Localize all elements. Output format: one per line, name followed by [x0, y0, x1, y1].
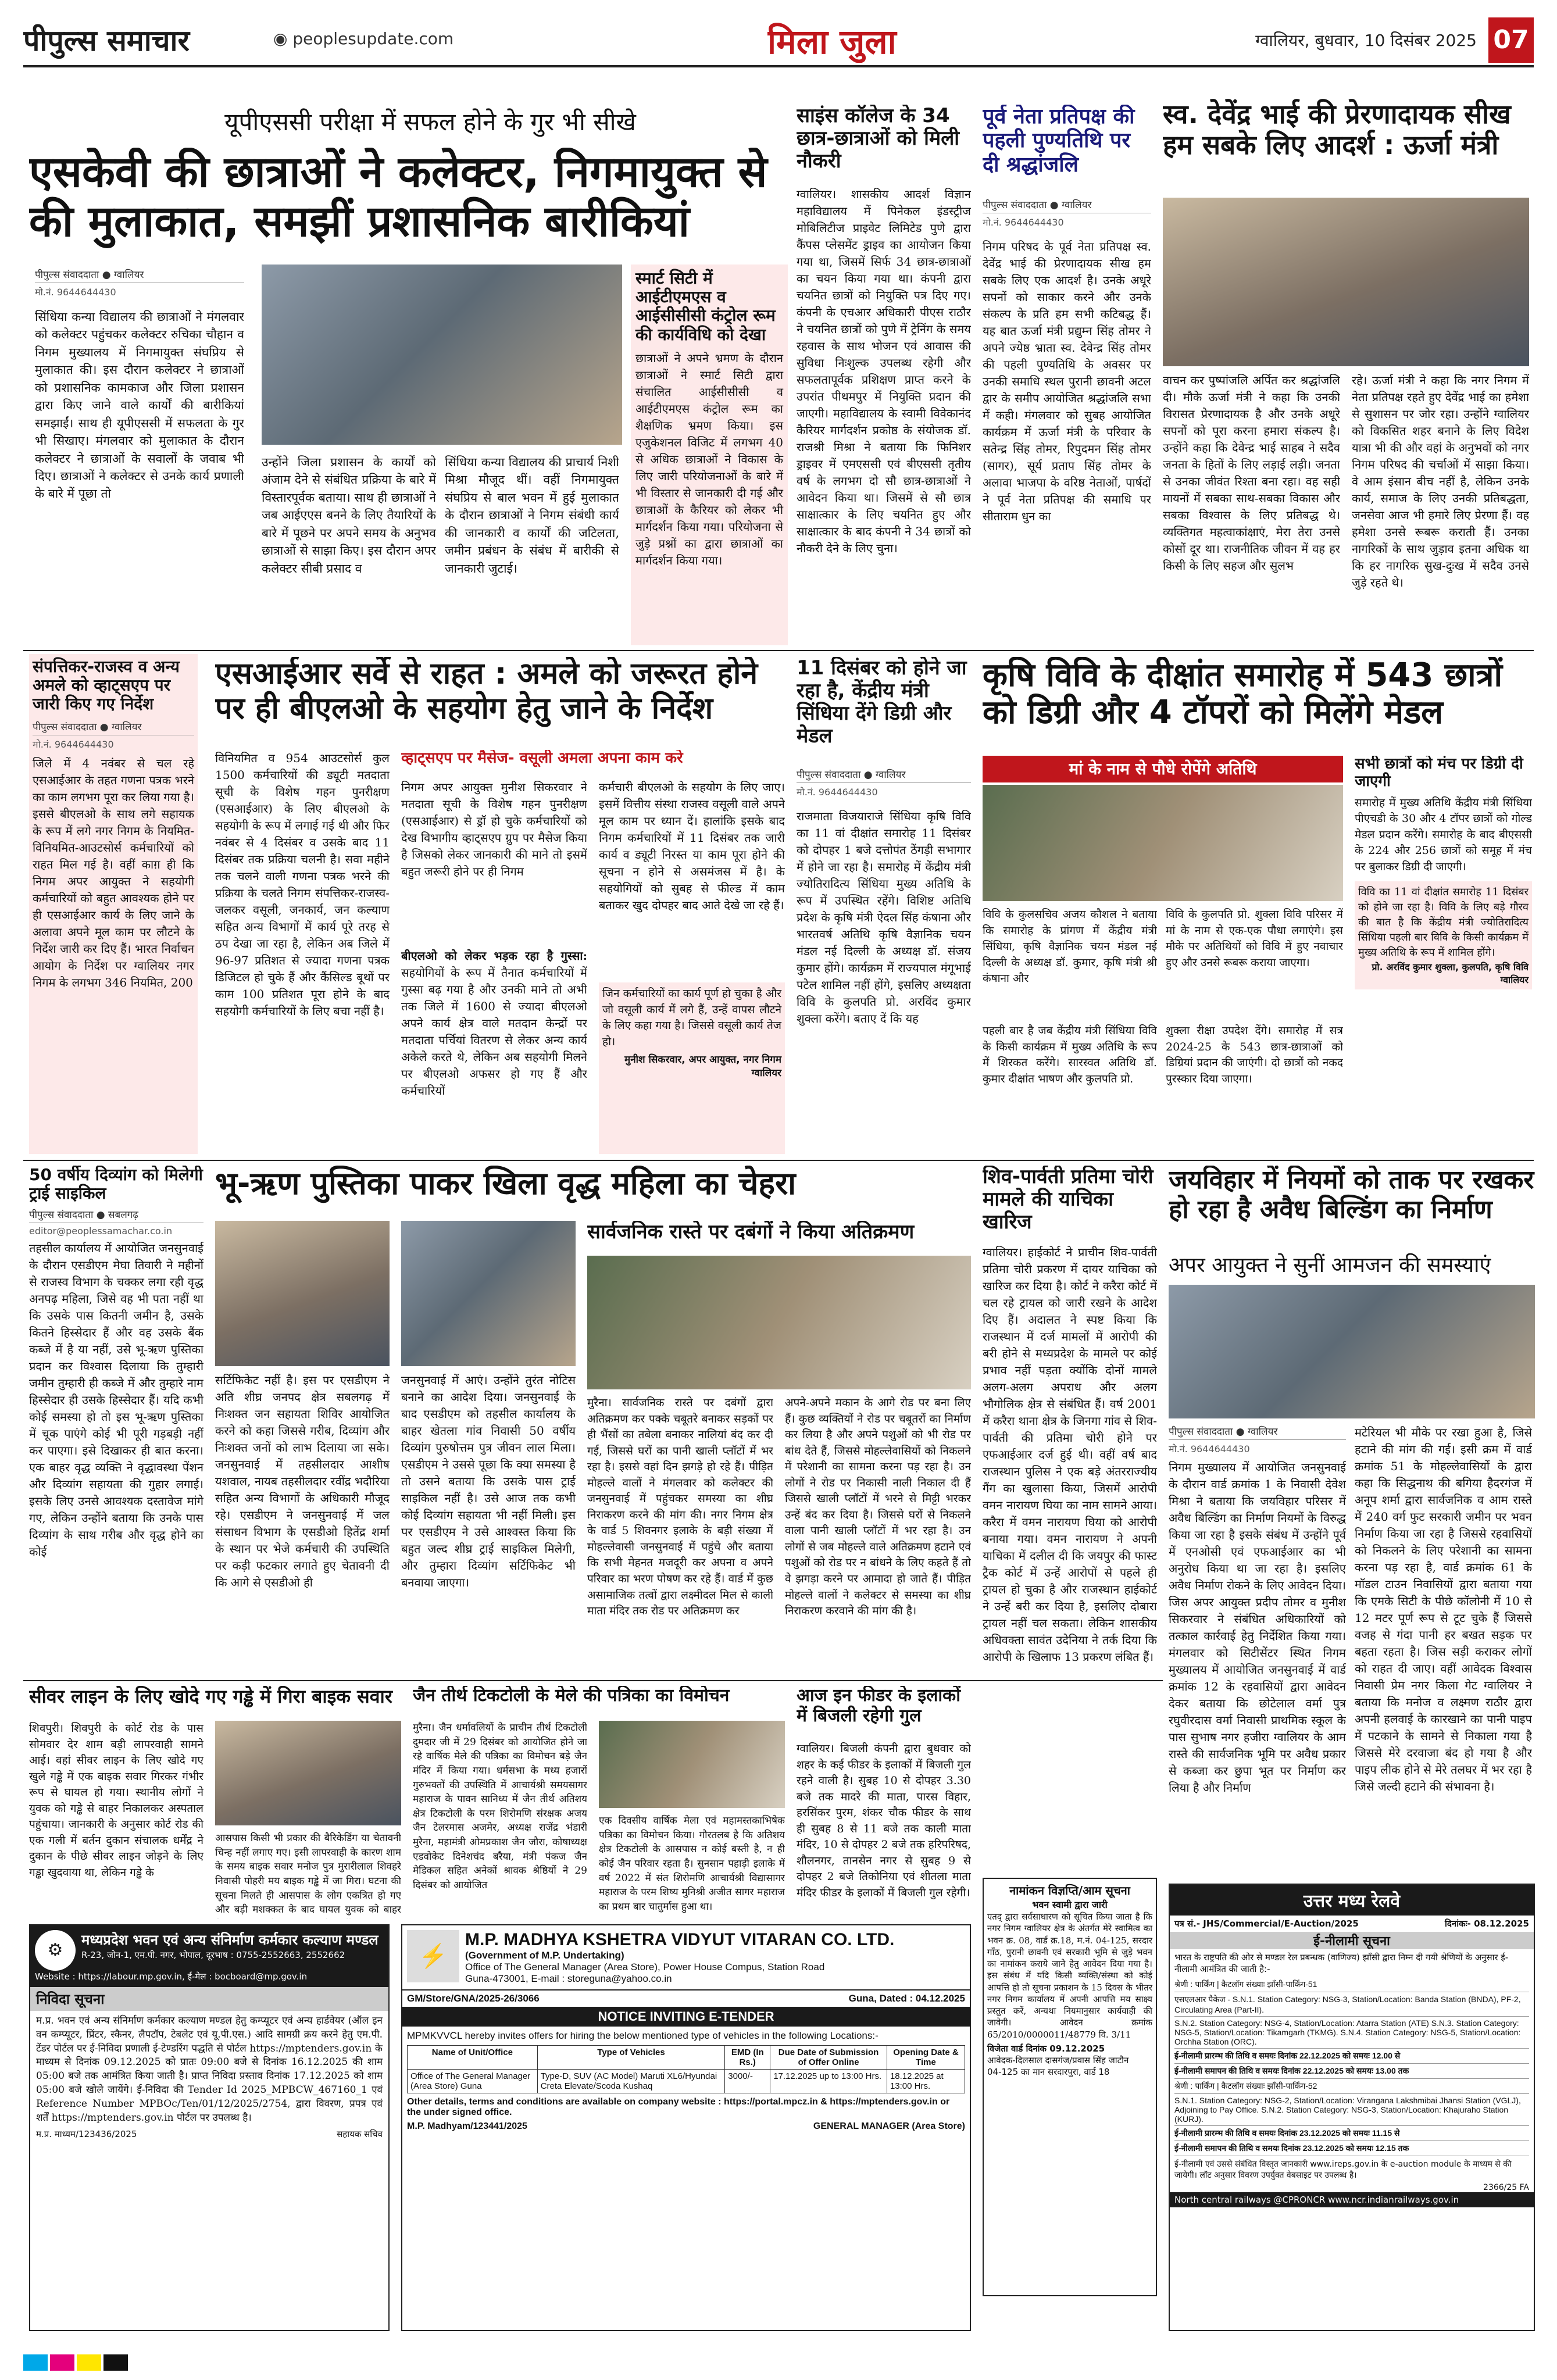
encroach-photo: [587, 1256, 971, 1389]
railway-row: ई-नीलामी प्रारम्भ की तिथि व समयः दिनांक 22.12.2025 को समयः 12.00 से: [1174, 2049, 1529, 2064]
tribute-text: निगम परिषद के पूर्व नेता प्रतिपक्ष स्व. देवेंद्र भाई की प्रेरणादायक सीख हम सबके लिए एक आदर्श है। उनके अधूरे सपनों को साकार करने और उनके संकल्प के प्रति हम सभी कटिबद्ध हैं। यह बात ऊर्जा मंत्री प्रद्युम्न सिंह तोमर ने अपने ज्येष्ठ भ्राता स्व. देवेन्द्र सिंह तोमर की पहली पुण्यतिथि के अवसर पर उनकी समाधि स्थल पुरानी छावनी अटल द्वार के समीप आयोजित श्रद्धांजलि सभा में कही। मंगलवार को सुबह आयोजित कार्यक्रम में ऊर्जा मंत्री के परिवार के सतेन्द्र सिंह तोमर, रिपुदमन सिंह तोमर (सागर), सूर्य प्रताप सिंह तोमर के अलावा भाजपा के वरिष्ठ नेताओं, पार्षदों ने पूर्व नेता प्रतिपक्ष की समाधि पर सीताराम धुन का: [983, 240, 1151, 523]
story1-byline: पीपुल्स संवाददाता ● ग्वालियर मो.नं. 9644644430: [35, 267, 244, 302]
railway-row: ई-नीलामी समापन की तिथि व समयः दिनांक 22.12.2025 को समयः 13.00 तक: [1174, 2064, 1529, 2079]
row1-rule: [23, 650, 1534, 651]
story1-col1: सिंधिया कन्या विद्यालय की छात्राओं ने मंगलवार को कलेक्टर पहुंचकर कलेक्टर रुचिका चौहान व निगम मुख्यालय में निगमायुक्त संघप्रिय से मुलाकात की। इस दौरान कलेक्टर ने छात्राओं को प्रशासनिक कामकाज और जिला प्रशासन द्वारा किए जाने वाले कार्यों की बारीकियां समझाईं। साथ ही यूपीएससी में सफलता के गुर भी सिखाए। मंगलवार को मुलाकात के दौरान कलेक्टर ने छात्राओं के सवालों के जवाब भी दिए। छात्राओं ने कलेक्टर से उनके कार्य प्रणाली के बारे में पूछा तो: [35, 310, 244, 501]
smartcity-box: [631, 265, 788, 645]
bhurin-photo2: [401, 1221, 576, 1366]
sewer-col1: शिवपुरी। शिवपुरी के कोर्ट रोड के पास सोमवार देर शाम बड़ी लापरवाही सामने आई। वहां सीवर लाइन के लिए खोदे गए खुले गड्ढे में एक बाइक सवार गिरकर गंभीर रूप से घायल हो गया। स्थानीय लोगों ने युवक को गड्ढे से बाहर निकालकर अस्पताल पहुंचाया। जानकारी के अनुसार कोर्ट रोड की एक गली में बर्तन दुकान संचालक धर्मेंद्र ने दुकान के पीछे सीवर लाइन जोड़ने के लिए गड्ढा खुदवाया था, लेकिन गड्ढे के: [29, 1722, 203, 1879]
table-header: Name of Unit/Office: [408, 2046, 538, 2070]
jain-col2: एक दिवसीय वार्षिक मेला एवं महामस्तकाभिषेक पत्रिका का विमोचन किया। गौरतलब है कि अतिशय क्षेत्र टिकटोली के आसपास न कोई बस्ती है, न ही कोई जैन परिवार रहता है। सुनसान पहाड़ी इलाके में वर्ष 2022 में संत शिरोमणि आचार्यश्री विद्यासागर महाराज के परम शिष्य मुनिश्री अजीत सागर महाराज का प्रथम बार चातुर्मास हुआ था।: [599, 1815, 785, 1913]
jain-col1: मुरैना। जैन धर्मावलियों के प्राचीन तीर्थ टिकटोली दुमदार जी में 29 दिसंबर को आयोजित होने जा रहे वार्षिक मेले की पत्रिका का विमोचन बड़े जैन मंदिर में किया गया। धर्मसभा के मध्य हजारों गुरुभक्तों की उपस्थिति में आचार्यश्री समयसागर महाराज के पावन सानिध्य में जैन तीर्थ अतिशय क्षेत्र टिकटोली के परम शिरोमणि संरक्षक अजय जैन टेलरमास अजमेर, अध्यक्ष राजेंद्र भंडारी मुरैना, महामंत्री ओमप्रकाश जैन जौरा, कोषाध्यक्ष एडवोकेट दिनेशचंद बरैया, मंत्री पंकज जैन मेडिकल सहित अनेकों श्रावक श्रेष्ठियों ने 29 दिसंबर को आयोजित: [413, 1722, 587, 1892]
building-photo: [1169, 1285, 1535, 1418]
sewer-col2: आसपास किसी भी प्रकार की बैरिकेडिंग या चेतावनी चिन्ह नहीं लगाए गए। इसी लापरवाही के कारण शाम के समय बाइक सवार मनोज पुत्र मुरारीलाल शिवहरे निवासी पोहरी मय बाइक गड्ढे में जा गिरा। घटना की सूचना मिलते ही आसपास के लोग एकत्रित हो गए और बड़ी मशक्कत के बाद घायल युवक को बाहर: [215, 1832, 401, 1916]
row2-rule: [23, 1160, 1534, 1161]
convocation-col3: पहली बार है जब केंद्रीय मंत्री सिंधिया विवि के किसी कार्यक्रम में मुख्य अतिथि के रूप में शिरकत करेंगे। सारस्वत अतिथि डॉ. कुमार दीक्षांत भाषण और कुलपति प्रो.: [983, 1024, 1157, 1085]
table-cell: 17.12.2025 up to 13:00 Hrs.: [770, 2070, 887, 2093]
ad-mpkvvcl: ⚡ M.P. MADHYA KSHETRA VIDYUT VITARAN CO. LTD. (Government of M.P. Undertaking) Office of The General Manager (Area Store), Power House Compus, Station Road Guna-473001, E-mail : storeguna@yahoo.co.in GM/Store/GNA/2025-26/3066 Guna, Dated : 04.12.2025 NOTICE INVITING E-TENDER MPMKVVCL hereby invites offers for hiring the below mentioned type of vehicles in the following Locations:- Name of Unit/Office Type of Vehicles EMD (In Rs.) Due Date of Submission of Offer Online Opening Date & Time Office of The General Manager (Area Store) Guna Type-D, SUV (AC Model) Maruti XL6/Hyundai Creta Elevate/Scoda Kushaq 3000/- 17.12.2025 up to 13:00 Hrs. 18.12.2025 at 13:00 Hrs. Other details, terms and conditions are available on company website : https://portal.mpcz.in & https://mptenders.gov.in or the under signed office. M.P. Madhyam/123441/2025 GENERAL MANAGER (Area Store): [401, 1924, 971, 2331]
ad-mpbocw: ⚙ मध्यप्रदेश भवन एवं अन्य संनिर्माण कर्मकार कल्याण मण्डल R-23, जोन-1, एम.पी. नगर, भोपाल, दूरभाष : 0755-2552663, 2552662 Website : https://labour.mp.gov.in, ई-मेल : bocboard@mp.gov.in निविदा सूचना म.प्र. भवन एवं अन्य संनिर्माण कर्मकार कल्याण मण्डल हेतु कम्प्यूटर एवं अन्य हार्डवेयर (ऑल इन वन कम्प्यूटर, प्रिंटर, स्कैनर, लैपटॉप, टेबलेट एवं यू.पी.एस.) आदि सामग्री क्रय करने हेतु एम.पी. टेंडर पोर्टल पर ई-निविदा प्रणाली ई-टेण्डरिंग पद्धति से पोर्टल https://mptenders.gov.in के माध्यम से दिनांक 09.12.2025 को प्रातः 09:00 बजे से दिनांक 16.12.2025 की शाम 05:00 बजे तक आमंत्रित किया जाती है। प्राप्त निविदा प्रस्ताव दिनांक 17.12.2025 को शाम 05:00 बजे खोले जायेंगे। ई-निविदा की Tender Id 2025_MPBCW_467160_1 एवं Reference Number MPBOc/Ten/01/12/2025/2754, द्वारा विवरण, प्रपत्र एवं शर्तें https://mptenders.gov.in पोर्टल पर उपलब्ध है। म.प्र. माध्यम/123436/2025 सहायक सचिव: [29, 1924, 390, 2331]
bhurin-headline: भू-ऋण पुस्तिका पाकर खिला वृद्ध महिला का चेहरा: [215, 1166, 797, 1202]
paper-name: पीपुल्स समाचार: [23, 24, 190, 58]
railway-row: ई-नीलामी समापन की तिथि व समयः दिनांक 23.12.2025 को समयः 12.15 तक: [1174, 2141, 1529, 2156]
convocation-photo: [983, 785, 1343, 901]
table-cell: 3000/-: [725, 2070, 770, 2093]
sanpatti-text: जिले में 4 नवंबर से चल रहे एसआईआर के तहत गणना पत्रक भरने का काम लगभग पूरा कर लिया गया है। इससे बीएलओ के साथ लगे सहायक के रूप में लगे नगर निगम के नियमित-विनियमित-आउटसोर्स कर्मचारियों को राहत मिल गई है। वहीं काग़ ही कि निगम अपर आयुक्त ने सहयोगी कर्मचारियों को बहुत आवश्यक होने पर ही एसआईआर कार्य के लिए जाने के अलावा अपने मूल काम पर लौटने के निर्देश जारी कर दिए हैं। भारत निर्वाचन आयोग के निर्देश पर ग्वालियर नगर निगम के लगभग 346 नियमित, 200: [33, 756, 194, 989]
page-number: 07: [1488, 17, 1534, 63]
story1-photo-classroom: [262, 265, 622, 445]
table-header: EMD (In Rs.): [725, 2046, 770, 2070]
convocation-side: सभी छात्रों को मंच पर डिग्री दी जाएगी समारोह में मुख्य अतिथि केंद्रीय मंत्री सिंधिया पीएचडी के 30 और 4 टॉपर छात्रों को गोल्ड मेडल प्रदान करेंगे। समारोह के बाद बीएससी के 224 और 256 छात्रों को समूह में मंच पर बुलाकर डिग्री दी जाएगी। विवि का 11 वां दीक्षांत समारोह 11 दिसंबर को होने जा रहा है। विवि के लिए बड़े गौरव की बात है कि केंद्रीय मंत्री ज्योतिरादित्य सिंधिया पहली बार विवि के किसी कार्यक्रम में मुख्य अतिथि के रूप में शामिल होंगे। प्रो. अरविंद कुमार शुक्ला, कुलपति, कृषि विवि ग्वालियर: [1355, 756, 1532, 1157]
story1-col2: उन्होंने जिला प्रशासन के कार्यों को अंजाम देने से संबंधित प्रक्रिया के बारे में विस्तारपूर्वक बताया। साथ ही छात्राओं ने जब आईएएस बनने के लिए तैयारियों के बारे में पूछने पर अपने समय के अनुभव छात्राओं से साझा किए। इस दौरान अपर कलेक्टर सीबी प्रसाद व: [262, 455, 436, 576]
table-row: [408, 2070, 965, 2093]
power-headline: आज इन फीडर के इलाकों में बिजली रहेगी गुल: [797, 1686, 960, 1726]
tricycle-block: 50 वर्षीय दिव्यांग को मिलेगी ट्राई साइकिल पीपुल्स संवाददाता ● सबलगढ़ editor@peoplessamachar.co.in तहसील कार्यालय में आयोजित जनसुनवाई के दौरान एसडीएम मेघा तिवारी ने महीनों से राजस्व विभाग के चक्कर लगा रही वृद्ध अनपढ़ महिला, जिसे वह भी पता नहीं था कि उसके पास कितनी जमीन है, उसके कितने हिस्सेदार हैं और वह उसके बैंक कब्जे में है या नहीं, उसे भू-ऋण पुस्तिका प्रदान कर विश्वास दिलाया कि तुम्हारी जमीन तुम्हारी ही कब्जे में और तुम्हारे नाम हिस्सेदार ही उसके हिस्सेदार हैं। यदि कभी कोई समस्या हो तो इस भू-ऋण पुस्तिका में चूक पाएंगे कोई भी पूरी गड़बड़ी नहीं कर पाएगा। इसे दिखाकर ही बात करना। एक बाहर वृद्ध व्यक्ति ने वृद्धावस्था पेंशन और दिव्यांग सहायता की गुहार लगाई। इसके लिए उनसे आवश्यक दस्तावेज मांगे गए, लेकिन उन्होंने बताया कि उनके पास दिव्यांग के साथ गरीब और वृद्ध होने का कोई: [29, 1166, 203, 1559]
convocation-col4: शुक्ला रीक्षा उपदेश देंगे। समारोह में सत्र 2024-25 के 543 छात्र-छात्राओं को डिग्रियां प्रदान की जाएंगी। दो छात्रों को नकद पुरस्कार दिया जाएगा।: [1166, 1024, 1343, 1085]
tribute-headline: पूर्व नेता प्रतिपक्ष की पहली पुण्यतिथि पर दी श्रद्धांजलि: [983, 105, 1135, 177]
tribute-byline: पीपुल्स संवाददाता ● ग्वालियर मो.नं. 9644644430: [983, 198, 1151, 233]
convocation-headline: कृषि विवि के दीक्षांत समारोह में 543 छात्रों को डिग्री और 4 टॉपरों को मिलेंगे मेडल: [983, 657, 1503, 732]
encroach-headline: सार्वजनिक रास्ते पर दबंगों ने किया अतिक्रमण: [587, 1221, 915, 1243]
website-link[interactable]: ◉ peoplesupdate.com: [273, 29, 454, 48]
railway-row: S.N.1. Station Category: NSG-2, Station/Location: Virangana Lakshmibai Jhansi Station (VGLJ), Adjoining to Pay Office. S.N.2. Station Category: NSG-3, Station/Location: Khajuraho Station (KURJ).: [1174, 2094, 1529, 2126]
masthead-rule: [23, 65, 1534, 67]
encroach-col2: अपने-अपने मकान के आगे रोड पर बना लिए हैं। कुछ व्यक्तियों ने रोड पर चबूतरों का निर्माण कर लिया है और अपने पशुओं को भी रोड पर बांध देते हैं, जिससे मोहल्लेवासियों को निकलने में परेशानी का सामना करना पड़ रहा है। उन लोगों ने रोड पर निकासी नाली निकाल दी हैं जिससे खाली प्लॉटों में भरने से मिट्टी भरकर उन्हें बंद कर दिया है। जिससे घरों से निकलने वाला पानी खाली प्लॉटों में भर रहा है। उन लोगों से जब मोहल्ले वाले अतिक्रमण हटाने एवं पशुओं को रोड पर न बांधने के लिए कहते हैं तो वे झगड़ा करने पर आमादा हो जाते हैं। पीड़ित मोहल्ले वालों ने कलेक्टर से समस्या का शीघ्र निराकरण करवाने की मांग की है।: [785, 1396, 971, 1618]
power-text: ग्वालियर। बिजली कंपनी द्वारा बुधवार को शहर के कई फीडर के इलाकों में बिजली गुल रहने वाली है। सुबह 10 से दोपहर 3.30 बजे तक मादरे की माता, पारस विहार, हरसिंकर पुरम, शंकर चौक फीडर के साथ ही सुबह 8 से 11 बजे तक काली माता मंदिर, 10 से दोपहर 2 बजे तक हरिपरिषद, शौलनगर, तानसेन नगर से सुबह 9 से दोपहर 2 बजे तिकोनिया एवं शीतला माता मंदिर फीडर के इलाकों में बिजली गुल रहेगी।: [797, 1742, 971, 1899]
minister-col1: वाचन कर पुष्पांजलि अर्पित कर श्रद्धांजलि दी। मौके ऊर्जा मंत्री ने कहा कि उनकी विरासत प्रेरणादायक है और उनके अधूरे सपनों को पूरा करना हमारा संकल्प है। उन्होंने कहा कि देवेन्द्र भाई साहब ने सदैव जनता के हितों के लिए लड़ाई लड़ी। जनता से उनका जीवंत रिश्ता बना रहा। वह सही मायनों में सबका साथ-सबका विकास और सबका विश्वास के लिए प्रतिबद्ध थे। व्यक्तिगत महत्वाकांक्षाएं, मेरा तेरा उनसे कोसों दूर था। राजनीतिक जीवन में वह हर किसी के लिए सहज और सुलभ: [1163, 373, 1340, 573]
science-headline: साइंस कॉलेज के 34 छात्र-छात्राओं को मिली नौकरी: [797, 105, 960, 173]
mpkvvcl-logo-icon: ⚡: [407, 1930, 459, 1982]
scindia-text: राजमाता विजयाराजे सिंधिया कृषि विवि का 11 वां दीक्षांत समारोह 11 दिसंबर को दोपहर 1 बजे दत्तोपंत ठेंगड़ी सभागार में होने जा रहा है। समारोह में केंद्रीय मंत्री ज्योतिरादित्य सिंधिया मुख्य अतिथि के रूप में उपस्थित रहेंगे। विशिष्ट अतिथि प्रदेश के कृषि मंत्री ऐदल सिंह कंषाना और भारतवर्ष अतिथि कृषि वैज्ञानिक चयन मंडल नई दिल्ली के अध्यक्ष डॉ. संजय कुमार होंगे। कार्यक्रम में राज्यपाल मंगूभाई पटेल शामिल नहीं होंगे, इसलिए अध्यक्षता विवि के कुलपति प्रो. अरविंद कुमार शुक्ला करेंगे। बताए दें कि यह: [797, 809, 971, 1025]
row3-rule: [23, 1680, 1163, 1681]
building-col1: निगम मुख्यालय में आयोजित जनसुनवाई के दौरान वार्ड क्रमांक 1 के निवासी देवेश मिश्रा ने बताया कि जयविहार परिसर में अवैध बिल्डिंग का निर्माण नियमों के विरुद्ध किया जा रहा है इसके संबंध में उन्होंने पूर्व में एनओसी एवं एफआईआर का भी अनुरोध किया था जा रहा है। इसलिए अवैध निर्माण रोकने के लिए आवेदन दिया। जिस अपर आयुक्त प्रदीप तोमर व मुनीश सिकरवार ने संबंधित अधिकारियों को तत्काल कार्रवाई हेतु निर्देशित किया गया। मंगलवार को सिटीसेंटर स्थित निगम मुख्यालय में आयोजित जनसुनवाई में वार्ड क्रमांक 12 के रहवासियों द्वारा आवेदन देकर बताया कि छोटेलाल वर्मा पुत्र रघुवीरदास वर्मा निवासी प्राथमिक स्कूल के पास सुभाष नगर हजीरा ग्वालियर के आम रास्ते की सार्वजनिक भूमि पर अवैध प्रकार से कब्जा कर छुपा भूत पर निर्माण कर लिया है और निर्माण: [1169, 1460, 1346, 1795]
shivparvati-text: ग्वालियर। हाईकोर्ट ने प्राचीन शिव-पार्वती प्रतिमा चोरी प्रकरण में दायर याचिका को खारिज कर दिया है। कोर्ट ने करैरा कोर्ट में चल रहे ट्रायल को जारी रखने के आदेश दिए हैं। अदालत ने स्पष्ट किया कि राजस्थान में दर्ज मामलों में आरोपी की बरी होने से मध्यप्रदेश के मामले पर कोई प्रभाव नहीं पड़ता क्योंकि दोनों मामले अलग-अलग अपराध और अलग भौगोलिक क्षेत्र से संबंधित हैं। वर्ष 2001 में करैरा थाना क्षेत्र के जिनगा गांव से शिव-पार्वती की प्रतिमा चोरी होने पर एफआईआर दर्ज हुई थी। वहीं वर्ष बाद राजस्थान पुलिस ने एक बड़े अंतरराज्यीय गैंग का खुलासा किया, जिसमें आरोपी वमन नारायण घिया का नाम सामने आया। करैरा में वमन नारायण घिया को आरोपी बनाया गया। वमन नारायण ने अपनी याचिका में दलील दी कि जयपुर की फास्ट ट्रैक कोर्ट में उन्हें आरोपों से पहले ही ट्रायल हो चुका है और राजस्थान हाईकोर्ट ने उन्हें बरी कर दिया है, इसलिए दोबारा ट्रायल नहीं चल सकता। लेकिन शासकीय अधिवक्ता सावंत उदेनिया ने तर्क दिया कि आरोपी के खिलाफ 13 प्रकरण लंबित हैं।: [983, 1245, 1157, 1664]
railway-row: श्रेणी : पार्किंग | कैटलॉग संख्याः झाँसी-पार्किंग-52: [1174, 2079, 1529, 2094]
jain-photo: [599, 1721, 785, 1808]
story1-headline: एसकेवी की छात्राओं ने कलेक्टर, निगमायुक्त से की मुलाकात, समझीं प्रशासनिक बारीकियां: [29, 148, 767, 247]
building-byline: पीपुल्स संवाददाता ● ग्वालियर मो.नं. 9644644430: [1169, 1424, 1346, 1456]
table-cell: Type-D, SUV (AC Model) Maruti XL6/Hyundai Creta Elevate/Scoda Kushaq: [537, 2070, 725, 2093]
sanpatti-headline: संपत्तिकर-राजस्व व अन्य अमले को व्हाट्सएप पर जारी किए गए निर्देश: [33, 657, 180, 714]
globe-icon: ◉: [273, 29, 293, 48]
section-title: मिला जुला: [767, 22, 897, 62]
railway-row: एसएलआर पैकेज - S.N.1. Station Category: NSG-3, Station/Location: Banda Station (BNDA), PF-2, Circulating Area (Part-II).: [1174, 1992, 1529, 2017]
science-text: ग्वालियर। शासकीय आदर्श विज्ञान महाविद्यालय में पिनेकल इंडस्ट्रीज मोबिलिटीज प्राइवेट लिमिटेड पुणे द्वारा कैंपस प्लेसमेंट ड्राइव का आयोजन किया गया था, जिसमें सिर्फ 34 छात्र-छात्राओं का चयन किया गया था। कंपनी द्वारा चयनित छात्रों को नियुक्ति पत्र दिए गए। कंपनी के एचआर अधिकारी पीएस राठौर ने चयनित छात्रों को पुणे में ट्रेनिंग के समय रहवास के साथ भोजन एवं आवास की सुविधा निःशुल्क उपलब्ध रहेगी और सफलतापूर्वक प्रशिक्षण प्राप्त करने के उपरांत पीथमपुर में नियुक्ति प्रदान की जाएगी। महाविद्यालय के स्वामी विवेकानंद कैरियर मार्गदर्शन प्रकोष्ठ के संयोजक डॉ. राजश्री मिश्रा ने बताया कि फिनिशर ड्राइवर में एमएससी एवं बीएससी तृतीय वर्ष के लगभग दो सौ छात्र-छात्राओं ने आवेदन किया था। जिसमें से सौ छात्र साक्षात्कार के लिए चयनित हुए और साक्षात्कार के बाद कंपनी ने 34 छात्रों को नौकरी देने के लिए चुना।: [797, 187, 971, 555]
legal-notice: नामांकन विज्ञप्ति/आम सूचना भवन स्वामी द्वारा जारी एतद् द्वारा सर्वसाधारण को सूचित किया जाता है कि नगर निगम ग्वालियर क्षेत्र के अंतर्गत मेरे स्वामित्व का भवन क्र. 08, वार्ड क्र.18, म.नं. 04-125, सरदार गाँठ, पुरानी छावनी एवं सरकारी भूमि से जुड़े भवन का नामांकन कराये जाने हेतु आवेदन दिया गया है। इस संबंध में यदि किसी व्यक्ति/संस्था को कोई आपत्ति हो तो सूचना प्रकाशन के 15 दिवस के भीतर नगर निगम कार्यालय में अपनी आपत्ति मय साक्ष्य प्रस्तुत करें, अन्यथा नियमानुसार कार्यवाही की जावेगी। आवेदन क्रमांक 65/2010/0000011/48779 वि. 3/11 विजेता वार्ड दिनांक 09.12.2025 आवेदक-दिलसाल दासगंज/प्रवास सिंह जाटौन 04-125 का मान सरदारपुरा, वार्ड 18: [983, 1878, 1157, 2296]
table-header: Due Date of Submission of Offer Online: [770, 2046, 887, 2070]
color-registration-bar: [23, 2354, 256, 2372]
smartcity-headline: स्मार्ट सिटी में आईटीएमएस व आईसीसीसी कंट्रोल रूम की कार्यविधि को देखा: [635, 269, 776, 344]
table-header: Type of Vehicles: [537, 2046, 725, 2070]
scindia-byline: पीपुल्स संवाददाता ● ग्वालियर मो.नं. 9644644430: [797, 767, 971, 802]
sir-col3: कर्मचारी बीएलओ के सहयोग के लिए जाए। इसमें वित्तीय संस्था राजस्व वसूली वाले अपने मूल काम पर ध्यान दें। हालांकि इसके बाद निगम कर्मचारियों में 11 दिसंबर तक जारी कार्य व ड्यूटी निरस्त या काम पूरा होने की सूचना न होने से असमंजस में है। के सहयोगियों को सुबह से फील्ड में काम बताकर खुद दोपहर बाद आते देखे जा रहे हैं।: [599, 780, 785, 912]
mpbocw-logo-icon: ⚙: [35, 1930, 76, 1971]
bhurin-col2: जनसुनवाई में आएं। उन्होंने तुरंत नोटिस बनाने का आदेश दिया। जनसुनवाई के बाद एसडीएम को तहसील कार्यालय के बाहर खेतला गांव निवासी 50 वर्षीय दिव्यांग पुरुषोत्तम पुत्र जीवन लाल मिला। एसडीएम ने उससे पूछा कि क्या समस्या है तो उसने बताया कि उसके पास ट्राई साइकिल नहीं है। उसे आज तक कभी कोई दिव्यांग सहायता भी नहीं मिली। इस पर एसडीएम ने उसे आश्वस्त किया कि बहुत जल्द शीघ्र ट्राई साइकिल मिलेगी, और तुम्हारा दिव्यांग सर्टिफिकेट भी बनवाया जाएगा।: [401, 1373, 576, 1589]
sir-col1: विनियमित व 954 आउटसोर्स कुल 1500 कर्मचारियों की ड्यूटी मतदाता सूची के विशेष गहन पुनरीक्षण (एसआईआर) के लिए बीएलओ के सहयोगी के रूप में लगाई गई थी और फिर नवंबर से 4 दिसंबर व उसके बाद 11 दिसंबर तक प्रक्रिया चलनी है। सवा महीने तक चलने वाली गणना पत्रक भरने की प्रक्रिया के चलते निगम संपत्तिकर-राजस्व-जलकर वसूली, जनकार्य, जन कल्याण सहित अन्य विभागों में कार्य पूरे तरह से ठप देखा जा रहा है, लेकिन अब जिले में 96-97 प्रतिशत से ज्यादा गणना पत्रक डिजिटल हो चुके हैं और कैंसिल्ड बूथों पर काम 100 प्रतिशत पूरा होने के बाद सहयोगी कर्मचारियों के लिए बचा नहीं है।: [215, 751, 390, 1018]
building-headline: जयविहार में नियमों को ताक पर रखकर हो रहा है अवैध बिल्डिंग का निर्माण: [1169, 1166, 1534, 1224]
story1-col3: सिंधिया कन्या विद्यालय की प्राचार्य निशी मिश्रा मौजूद थीं। वहीं निगमायुक्त संघप्रिय से बाल भवन में हुई मुलाकात के दौरान छात्राओं ने निगम संबंधी कार्य की जानकारी व कार्यों की जटिलता, जमीन प्रबंधन के संबंध में बारीकी से जानकारी जुटाई।: [445, 455, 619, 576]
sir-headline: एसआईआर सर्वे से राहत : अमले को जरूरत होने पर ही बीएलओ के सहयोग हेतु जाने के निर्देश: [215, 657, 758, 726]
mpkvvcl-table: [407, 2045, 965, 2093]
building-col2: मटेरियल भी मौके पर रखा हुआ है, जिसे हटाने की मांग की गई। इसी क्रम में वार्ड क्रमांक 51 के मोहल्लेवासियों के द्वारा कहा कि सिद्धनाथ की बगिया हैदरगंज में अनूप शर्मा द्वारा सार्वजनिक व आम रास्ते में 240 वर्ग फुट सरकारी जमीन पर भवन निर्माण किया जा रहा है जिससे रहवासियों को निकलने के लिए परेशानी का सामना करना पड़ रहा है, वार्ड क्रमांक 61 के मॉडल टाउन निवासियों द्वारा बताया गया कि एमके सिटी के पीछे कॉलोनी में 10 से 12 मटर पूर्ण रूप से टूट चुके हैं जिससे वजह से गंदा पानी हर बखत सड़क पर बहता रहता है। जिस सड़ी कराकर लोगों को राहत दी जाए। वहीं आवेदक विश्वास निवासी प्रेम नगर किला गेट ग्वालियर ने बताया कि मनोज व लक्ष्मण राठौर द्वारा अपनी हलवाई के कारखाने का पानी पाइप में पटकाने के सामने से निकाला गया है जिससे मेरे दरवाजा बंद हो गया है और पाइप लीक होने से मेरे तलघर में भर रहा है जिसे जल्दी हटाने की संभावना है।: [1355, 1425, 1532, 1793]
shivparvati-headline: शिव-पार्वती प्रतिमा चोरी मामले की याचिका खारिज: [983, 1166, 1154, 1234]
minister-photo: [1163, 198, 1529, 366]
masthead: [23, 17, 1534, 63]
sir-subhead: व्हाट्सएप पर मैसेज- वसूली अमला अपना काम करे: [401, 750, 683, 767]
sir-col2: निगम अपर आयुक्त मुनीश सिकरवार ने मतदाता सूची के विशेष गहन पुनरीक्षण (एसआईआर) से ड्रॉ हो चुके कर्मचारियों को देख विभागीय व्हाट्सएप ग्रुप पर मैसेज किया है जिसको लेकर जानकारी की माने तो इसमें बहुत जरूरी होने पर ही निगम: [401, 780, 587, 878]
sir-quote-box: जिन कर्मचारियों का कार्य पूर्ण हो चुका है और जो वसूली कार्य में लगे हैं, उन्हें वापस लौटने के लिए कहा गया है। जिससे वसूली कार्य तेज हो। मुनीश सिकरवार, अपर आयुक्त, नगर निगम ग्वालियर: [599, 982, 785, 1154]
minister-col2: रहे। ऊर्जा मंत्री ने कहा कि नगर निगम में नेता प्रतिपक्ष रहते हुए देवेंद्र भाई का हमेशा से सुशासन पर जोर रहा। उन्होंने ग्वालियर को विकसित शहर बनाने के लिए विदेश यात्रा भी की और वहां के अनुभवों को नगर निगम परिषद की चर्चाओं में साझा किया। वे आम इंसान बीच नहीं है, लेकिन उनके कार्य, समाज के लिए उनकी प्रतिबद्धता, जनसेवा आज भी हमारे लिए प्रेरणा हैं। वह हमेशा उनसे रूबरू कराती हैं। उनका नागरिकों के साथ जुड़ाव इतना अधिक था कि हर नागरिक सुख-दुःख में सदैव उनसे जुड़े रहते थे।: [1352, 373, 1529, 589]
ad-railway: उत्तर मध्य रेलवे पत्र सं.- JHS/Commercial/E-Auction/2025 दिनांकः- 08.12.2025 ई-नीलामी सूचना भारत के राष्ट्रपति की ओर से मण्डल रेल प्रबन्धक (वाणिज्य) झाँसी द्वारा निम्न दी गयी श्रेणियों के अनुसार ई-नीलामी आमंत्रित की जाती है:- श्रेणी : पार्किंग | कैटलॉग संख्याः झाँसी-पार्किंग-51 एसएलआर पैकेज - S.N.1. Station Category: NSG-3, Station/Location: Banda Station (BNDA), PF-2, Circulating Area (Part-II). S.N.2. Station Category: NSG-4, Station/Location: Atarra Station (ATE) S.N.3. Station Category: NSG-5, Station/Location: Tikamgarh (TKMG). S.N.4. Station Category: NSG-5, Station/Location: Orchha Station (ORC). ई-नीलामी प्रारम्भ की तिथि व समयः दिनांक 22.12.2025 को समयः 12.00 से ई-नीलामी समापन की तिथि व समयः दिनांक 22.12.2025 को समयः 13.00 तक श्रेणी : पार्किंग | कैटलॉग संख्याः झाँसी-पार्किंग-52 S.N.1. Station Category: NSG-2, Station/Location: Virangana Lakshmibai Jhansi Station (VGLJ), Adjoining to Pay Office. S.N.2. Station Category: NSG-3, Station/Location: Khajuraho Station (KURJ). ई-नीलामी प्रारम्भ की तिथि व समयः दिनांक 23.12.2025 को समयः 11.15 से ई-नीलामी समापन की तिथि व समयः दिनांक 23.12.2025 को समयः 12.15 तक ई-नीलामी एवं उससे संबंधित विस्तृत जानकारी www.ireps.gov.in के e-auction module के माध्यम से की जायेगी। लॉट अनुसार विवरण उपर्युक्त वेबसाइट पर उपलब्ध है। 2366/25 FA North central railways @CPRONCR www.ncr.indianrailways.gov.in: [1169, 1884, 1535, 2331]
railway-row: श्रेणी : पार्किंग | कैटलॉग संख्याः झाँसी-पार्किंग-51: [1174, 1977, 1529, 1992]
sewer-headline: सीवर लाइन के लिए खोदे गए गड्ढे में गिरा बाइक सवार: [29, 1686, 392, 1707]
scindia-headline: 11 दिसंबर को होने जा रहा है, केंद्रीय मंत्री सिंधिया देंगे डिग्री और मेडल: [797, 657, 967, 748]
table-header: Opening Date & Time: [887, 2046, 965, 2070]
sewer-photo: [215, 1721, 401, 1825]
railway-row: ई-नीलामी प्रारम्भ की तिथि व समयः दिनांक 23.12.2025 को समयः 11.15 से: [1174, 2126, 1529, 2141]
convocation-col2: विवि के कुलपति प्रो. शुक्ला विवि परिसर में मां के नाम से एक-एक पौधा लगाएंगे। इस मौके पर अतिथियों को विवि में हुए नवाचार हुए और उनसे रूबरू कराया जाएगा।: [1166, 908, 1343, 969]
railway-row: S.N.2. Station Category: NSG-4, Station/Location: Atarra Station (ATE) S.N.3. Station Category: NSG-5, Station/Location: Tikamgarh (TKMG). S.N.4. Station Category: NSG-5, Station/Location: Orchha Station (ORC).: [1174, 2017, 1529, 2049]
table-cell: Office of The General Manager (Area Store) Guna: [408, 2070, 538, 2093]
dateline: ग्वालियर, बुधवार, 10 दिसंबर 2025: [1255, 31, 1477, 50]
story1-kicker: यूपीएससी परीक्षा में सफल होने के गुर भी सीखे: [224, 108, 636, 136]
sanpatti-box: संपत्तिकर-राजस्व व अन्य अमले को व्हाट्सएप पर जारी किए गए निर्देश पीपुल्स संवाददाता ● ग्वालियर मो.नं. 9644644430 जिले में 4 नवंबर से चल रहे एसआईआर के तहत गणना पत्रक भरने का काम लगभग पूरा कर लिया गया है। इससे बीएलओ के साथ लगे सहायक के रूप में लगे नगर निगम के नियमित-विनियमित-आउटसोर्स कर्मचारियों को राहत मिल गई है। वहीं काग़ ही कि निगम अपर आयुक्त ने सहयोगी कर्मचारियों को बहुत आवश्यक होने पर ही एसआईआर कार्य के लिए जाने के अलावा अपने मूल काम पर लौटने के निर्देश जारी कर दिए हैं। भारत निर्वाचन आयोग के निर्देश पर ग्वालियर नगर निगम के लगभग 346 नियमित, 200: [29, 654, 198, 1154]
minister-headline: स्व. देवेंद्र भाई की प्रेरणादायक सीख हम सबके लिए आदर्श : ऊर्जा मंत्री: [1163, 99, 1511, 160]
encroach-col1: मुरैना। सार्वजनिक रास्ते पर दबंगों द्वारा अतिक्रमण कर पक्के चबूतरे बनाकर सड़कों पर ही भैंसों का तबेला बनाकर नालियां बंद कर दी गई, जिससे घरों का पानी खाली प्लॉटों में भर रहा है। इससे वहां दिन झगड़े हो रहे हैं। पीड़ित मोहल्ले वालों ने मंगलवार को कलेक्टर की जनसुनवाई में पहुंचकर समस्या का शीघ्र निराकरण करने की मांग की। नगर निगम क्षेत्र के वार्ड 5 शिवनगर इलाके के बड़ी संख्या में मोहल्लेवासी जनसुनवाई में पहुंचे और बताया कि सभी मेहनत मजदूरी कर अपना व अपने परिवार का भरण पोषण कर रहे हैं। वार्ड में कुछ असामाजिक तत्वों द्वारा लक्ष्मीदल मिल से काली माता मंदिर तक रोड पर अतिक्रमण कर: [587, 1396, 773, 1618]
bhurin-col1: सर्टिफिकेट नहीं है। इस पर एसडीएम ने अति शीघ्र जनपद क्षेत्र सबलगढ़ में निःशक्त जन सहायता शिविर आयोजित करने को कहा जिससे गरीब, दिव्यांग और निःशक्त जनों को लाभ दिलाया जा सके। जनसुनवाई में तहसीलदार आशीष यशवाल, नायब तहसीलदार रवींद्र भदौरिया सहित अन्य विभागों के अधिकारी मौजूद रहे। एसडीएम ने जनसुनवाई में जल संसाधन विभाग के एसडीओ हितेंद्र शर्मा के स्थान पर भेजे कर्मचारी की उपस्थिति पर कड़ी फटकार लगाते हुए चेतावनी दी कि आगे से एसडीओ ही: [215, 1373, 390, 1589]
bhurin-photo1: [215, 1221, 390, 1366]
jain-headline: जैन तीर्थ टिकटोली के मेले की पत्रिका का विमोचन: [413, 1686, 730, 1706]
table-cell: 18.12.2025 at 13:00 Hrs.: [887, 2070, 965, 2093]
convocation-col1: विवि के कुलसचिव अजय कौशल ने बताया कि समारोह के प्रांगण में केंद्रीय मंत्री सिंधिया, कृषि वैज्ञानिक चयन मंडल नई दिल्ली के अध्यक्ष डॉ. कुमार, कृषि मंत्री श्री कंषाना और: [983, 908, 1157, 985]
smartcity-text: छात्राओं ने अपने भ्रमण के दौरान छात्राओं ने स्मार्ट सिटी द्वारा संचालित आईसीसीसी व आईटीएमएस कंट्रोल रूम का शैक्षणिक भ्रमण किया। इस एजुकेशनल विजिट में लगभग 40 से अधिक छात्राओं ने विकास के लिए जारी परियोजनाओं के बारे में भी विस्तार से जानकारी दी गई और छात्राओं के कैरियर को लेकर भी मार्गदर्शन किया गया। परियोजना से जुड़े प्रश्नों का द्वारा छात्राओं का मार्गदर्शन किया गया।: [635, 351, 783, 567]
sir-col2b: बीएलओ को लेकर भड़क रहा है गुस्सा: सहयोगियों के रूप में तैनात कर्मचारियों में गुस्सा बढ़ गया है और उनकी माने तो अभी तक जिले में 1600 से ज्यादा बीएलओ अपने कार्य क्षेत्र वाले मतदान केन्द्रों पर मतदाता पर्चियां वितरण से लेकर अन्य कार्य अकेले करते थे, लेकिन अब सहयोगी मिलने पर बीएलओ अफसर हो गए हैं और कर्मचारियों: [401, 949, 587, 1098]
building-subhead: अपर आयुक्त ने सुनीं आमजन की समस्याएं: [1169, 1253, 1491, 1277]
convocation-banner: मां के नाम से पौधे रोपेंगे अतिथि: [983, 756, 1343, 782]
